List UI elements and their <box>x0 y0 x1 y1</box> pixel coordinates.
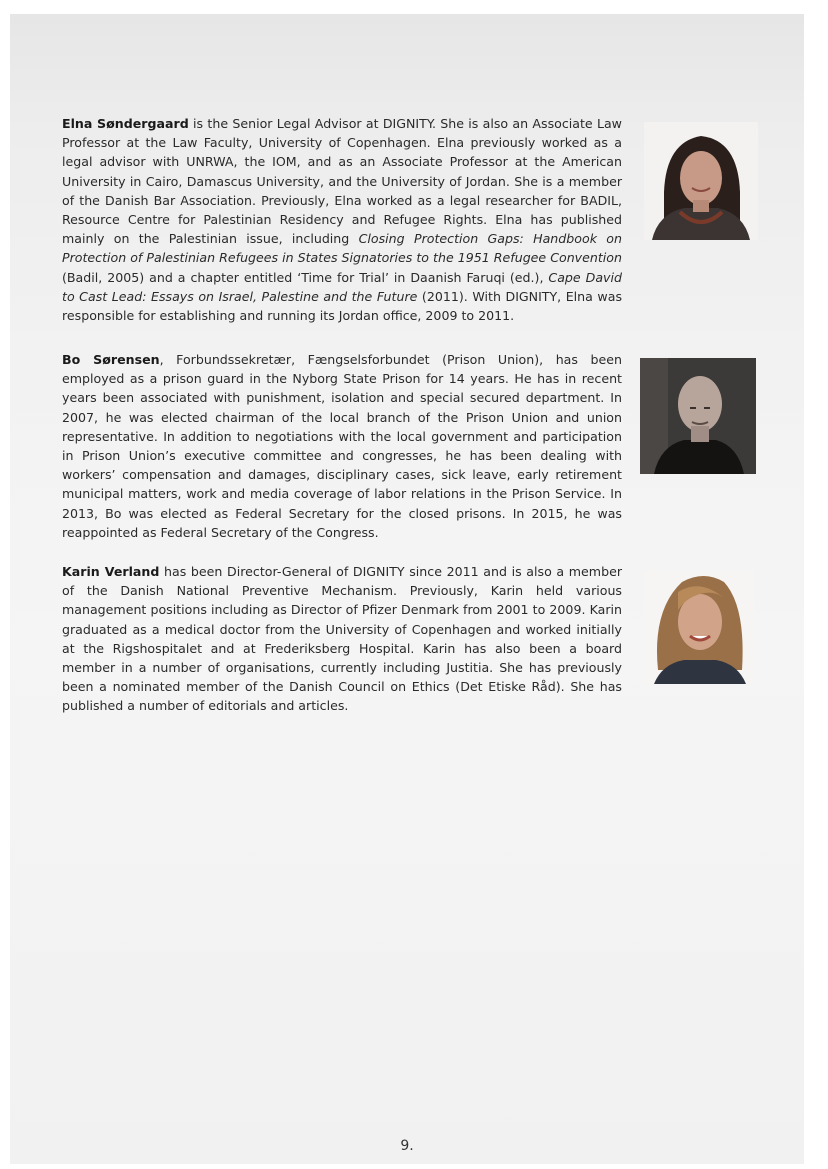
bio-text: (Badil, 2005) and a chapter entitled ‘Time for Trial’ in Daanish Faruqi (ed.), <box>62 269 549 285</box>
bio-bo-sorensen <box>62 350 622 542</box>
portrait-bo-sorensen <box>640 358 756 474</box>
bio-karin-verland <box>62 562 622 716</box>
bio-text: is the Senior Legal Advisor at DIGNITY. She is also an Associate Law Professor at the Law Faculty, University of Copenhagen. Elna previously worked as a legal advisor with UNRWA, the IOM, and as an Associate Professor at the American University in Cairo, Damascus University, and the University of Jordan. She is a member of the Danish Bar Association. Previously, Elna worked as a legal researcher for BADIL, Resource Centre for Palestinian Residency and Refugee Rights. Elna has published mainly on the Palestinian issue, including <box>62 116 622 247</box>
bio-book-title: Closing Protection Gaps: Handbook on Protection of Palestinian Refugees in States Signatories to the 1951 Refugee Convention <box>62 231 622 266</box>
portrait-elna-sondergaard <box>644 122 758 240</box>
portrait-karin-verland <box>644 570 754 684</box>
bio-text: , Forbundssekretær, Fængselsforbundet (Prison Union), has been employed as a prison guard in the Nyborg State Prison for 14 years. He has in recent years been associated with punishment, isolation and special secured department. In 2007, he was elected chairman of the local branch of the Prison Union and union representative. In addition to negotiations with the local government and participation in Prison Union’s executive committee and congresses, he has been dealing with workers’ compensation and damages, disciplinary cases, sick leave, early retirement municipal matters, work and media coverage of labor relations in the Prison Service. In 2013, Bo was elected as Federal Secretary for the closed prisons. In 2015, he was reappointed as Federal Secretary of the Congress. <box>62 352 622 540</box>
bio-elna-sondergaard <box>62 114 622 325</box>
page-number: 9. <box>400 1138 414 1154</box>
bio-text: (2011). With DIGNITY, Elna was responsible for establishing and running its Jordan office, 2009 to 2011. <box>62 288 623 324</box>
bio-name: Elna Søndergaard <box>62 116 189 131</box>
bio-book-title: Cape David to Cast Lead: Essays on Israel, Palestine and the Future <box>62 269 622 304</box>
bio-name: Karin Verland <box>62 564 160 579</box>
bio-name: Bo Sørensen <box>62 352 160 367</box>
bio-text: has been Director-General of DIGNITY since 2011 and is also a member of the Danish National Preventive Mechanism. Previously, Karin held various management positions including as Director of Pfizer Denmark from 2001 to 2009. Karin graduated as a medical doctor from the University of Copenhagen and worked initially at the Rigshospitalet and at Frederiksberg Hospital. Karin has also been a board member in a number of organisations, currently including Justitia. She has previously been a nominated member of the Danish Council on Ethics (Det Etiske Råd). She has published a number of editorials and articles. <box>62 564 622 714</box>
document-page <box>10 14 804 1164</box>
